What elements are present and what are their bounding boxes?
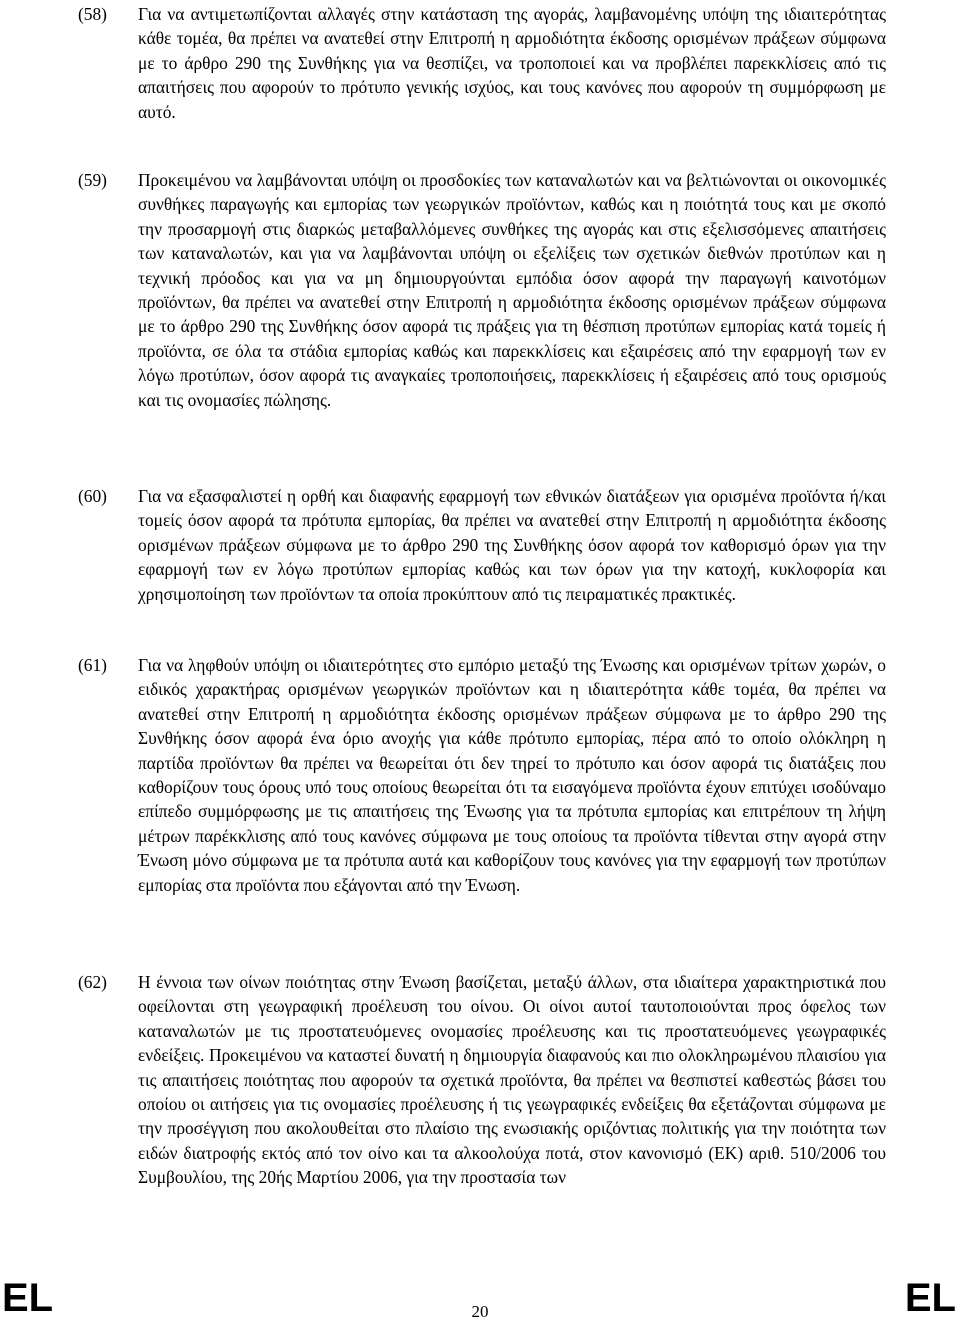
recital-text: Για να ληφθούν υπόψη οι ιδιαιτερότητες στο εμπόριο μεταξύ της Ένωσης και ορισμένων τρίτων χωρών, ο ειδικός χαρακτήρας ορισμένων γεωργικών προϊόντων και η ιδιαιτερότητα κάθε τομέα, θα πρέπει να ανατεθεί στην Επιτροπή η αρμοδιότητα έκδοσης ορισμένων πράξεων σύμφωνα με το άρθρο 290 της Συνθήκης όσον αφορά ένα όριο ανοχής για κάθε πρότυπο εμπορίας, πέρα από το οποίο ολόκληρη η παρτίδα προϊόντων θα πρέπει να θεωρείται ότι δεν τηρεί το πρότυπο και όσον αφορά τις διατάξεις που καθορίζουν τους όρους υπό τους οποίους θεωρείται ότι τα εισαγόμενα προϊόντα έχουν επιτύχει ισοδύναμο επίπεδο συμμόρφωσης με τις απαιτήσεις της Ένωσης για τα πρότυπα εμπορίας και επιτρέπουν τη λήψη μέτρων παρέκκλισης από τους κανόνες σύμφωνα με τους οποίους τα προϊόντα τίθενται στην αγορά στην Ένωση μόνο σύμφωνα με τα πρότυπα αυτά και καθορίζουν τους κανόνες για την εφαρμογή των προτύπων εμπορίας στα προϊόντα που εξάγονται από την Ένωση. [138,655,886,895]
footer-language-code-left: EL [2,1276,54,1320]
page-number: 20 [471,1302,489,1321]
recital-58 [78,2,886,124]
recital-number: (61) [78,655,107,675]
recital-60 [78,484,886,606]
recital-text: Προκειμένου να λαμβάνονται υπόψη οι προσδοκίες των καταναλωτών και να βελτιώνονται οι οικονομικές συνθήκες παραγωγής και εμπορίας των γεωργικών προϊόντων, καθώς και η ποιότητά τους και με σκοπό την προσαρμογή στις διαρκώς μεταβαλλόμενες συνθήκες της αγοράς και στις εξελισσόμενες απαιτήσεις των καταναλωτών, και για να λαμβάνονται υπόψη οι εξελίξεις των σχετικών διεθνών προτύπων και η τεχνική πρόοδος και για να μη δημιουργούνται εμπόδια όσον αφορά την παραγωγή καινοτόμων προϊόντων, θα πρέπει να ανατεθεί στην Επιτροπή η αρμοδιότητα έκδοσης ορισμένων πράξεων σύμφωνα με το άρθρο 290 της Συνθήκης όσον αφορά τις πράξεις για τη θέσπιση προτύπων εμπορίας κατά τομείς ή προϊόντα, σε όλα τα στάδια εμπορίας καθώς και παρεκκλίσεις και εξαιρέσεις από την εφαρμογή των εν λόγω προτύπων, όσον αφορά τις αναγκαίες τροποποιήσεις, παρεκκλίσεις ή εξαιρέσεις από τους ορισμούς και τις ονομασίες πώλησης. [138,170,886,410]
footer-language-code-right: EL [904,1276,956,1320]
recital-59 [78,168,886,412]
recital-text: Για να αντιμετωπίζονται αλλαγές στην κατάσταση της αγοράς, λαμβανομένης υπόψη της ιδιαιτερότητας κάθε τομέα, θα πρέπει να ανατεθεί στην Επιτροπή η αρμοδιότητα έκδοσης ορισμένων πράξεων σύμφωνα με το άρθρο 290 της Συνθήκης για να θεσπίζει, να τροποποιεί και να προβλέπει παρεκκλίσεις από τις απαιτήσεις που αφορούν το πρότυπο γενικής ισχύος, και τους κανόνες που αφορούν τη συμμόρφωση με αυτό. [138,4,886,122]
recital-61 [78,653,886,897]
recital-number: (60) [78,486,107,506]
recital-62 [78,970,886,1190]
recital-number: (58) [78,4,107,24]
recital-text: Η έννοια των οίνων ποιότητας στην Ένωση βασίζεται, μεταξύ άλλων, στα ιδιαίτερα χαρακτηριστικά που οφείλονται στη γεωγραφική προέλευση του οίνου. Οι οίνοι αυτοί ταυτοποιούνται προς όφελος των καταναλωτών με τις προστατευόμενες ονομασίες προέλευσης και τις προστατευόμενες γεωγραφικές ενδείξεις. Προκειμένου να καταστεί δυνατή η δημιουργία διαφανούς και πιο ολοκληρωμένου πλαισίου για τις απαιτήσεις ποιότητας που αφορούν τα σχετικά προϊόντα, θα πρέπει να θεσπιστεί καθεστώς βάσει του οποίου οι αιτήσεις για τις ονομασίες προέλευσης ή τις γεωγραφικές ενδείξεις θα εξετάζονται σύμφωνα με την προσέγγιση που ακολουθείται στο πλαίσιο της ενωσιακής οριζόντιας πολιτικής για την ποιότητα των ειδών διατροφής εκτός από τον οίνο και τα αλκοολούχα ποτά, στον κανονισμό (ΕΚ) αριθ. 510/2006 του Συμβουλίου, της 20ής Μαρτίου 2006, για την προστασία των [138,972,886,1188]
recital-number: (62) [78,972,107,992]
recital-text: Για να εξασφαλιστεί η ορθή και διαφανής εφαρμογή των εθνικών διατάξεων για ορισμένα προϊόντα ή/και τομείς όσον αφορά τα πρότυπα εμπορίας, θα πρέπει να ανατεθεί στην Επιτροπή η αρμοδιότητα έκδοσης ορισμένων πράξεων σύμφωνα με το άρθρο 290 της Συνθήκης όσον αφορά τον καθορισμό όρων για την εφαρμογή των εν λόγω προτύπων εμπορίας καθώς και των όρων για την κατοχή, κυκλοφορία και χρησιμοποίηση των προϊόντων τα οποία προκύπτουν από τις πειραματικές πρακτικές. [138,486,886,604]
recital-number: (59) [78,170,107,190]
